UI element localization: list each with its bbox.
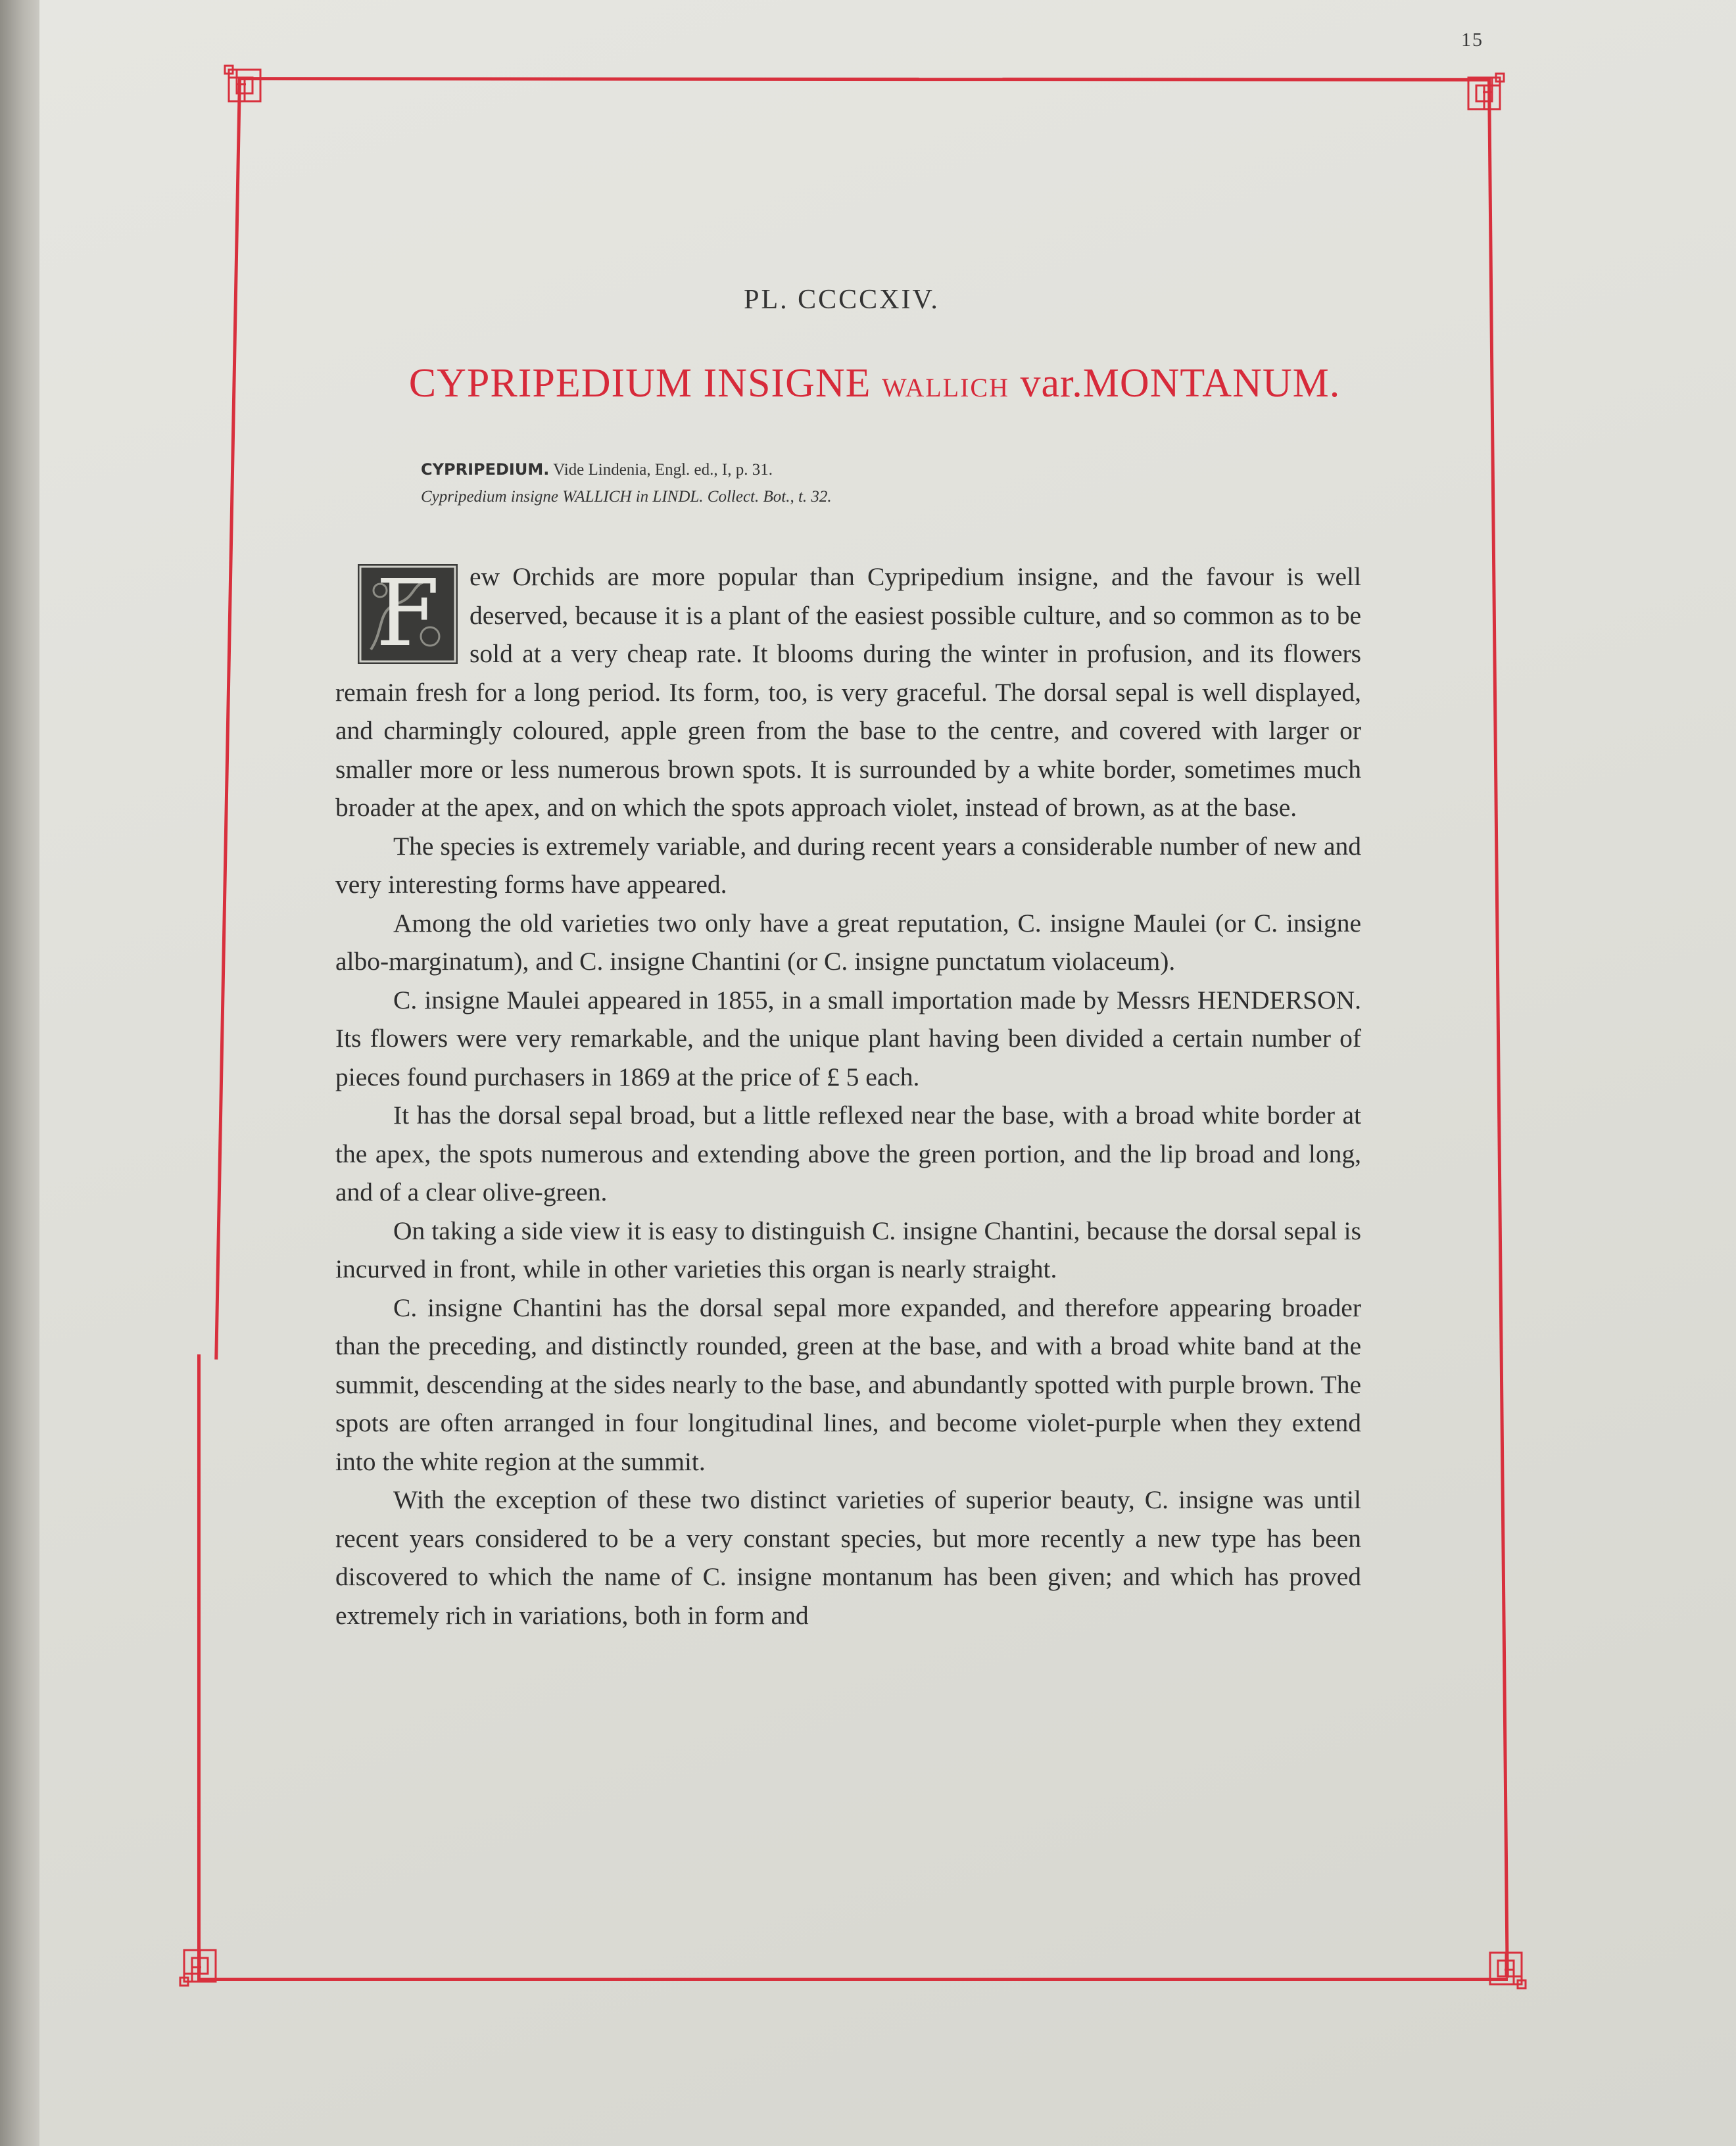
fret-knot-ornament-icon — [1485, 1947, 1527, 1990]
reference-line-2 — [421, 488, 832, 506]
page-number: 15 — [1461, 29, 1483, 51]
reference-lindley: Cypripedium insigne WALLICH in LINDL. Collect. Bot., t. 32. — [421, 488, 832, 506]
frame-bottom-rule — [197, 1978, 1508, 1981]
reference-lindenia: Vide Lindenia, Engl. ed., I, p. 31. — [553, 461, 773, 479]
fret-knot-ornament-icon — [1463, 72, 1505, 114]
paragraph-4: C. insigne Maulei appeared in 1855, in a small importation made by Messrs HENDERSON. Its flowers were very remarkable, and the unique plant having been divided a certain number of pieces found purchasers in 1869 at the price of £ 5 each. — [335, 985, 1361, 1091]
fret-knot-ornament-icon — [179, 1945, 221, 1987]
species-title — [368, 360, 1381, 407]
title-species: CYPRIPEDIUM INSIGNE — [408, 361, 871, 406]
paragraph-6: On taking a side view it is easy to distinguish C. insigne Chantini, because the dorsal sepal is incurved in front, while in other varieties this organ is nearly straight. — [335, 1216, 1361, 1283]
fret-knot-ornament-icon — [224, 64, 266, 107]
paragraph-2: The species is extremely variable, and during recent years a considerable number of new and very interesting forms have appeared. — [335, 831, 1361, 899]
frame-left-rule-lower — [197, 1354, 201, 1979]
title-author: WALLICH — [882, 373, 1009, 402]
paragraph-5: It has the dorsal sepal broad, but a little reflexed near the base, with a broad white border at the apex, the spots numerous and extending above the green portion, and the lip broad and long, and of a clear olive-green. — [335, 1101, 1361, 1206]
paragraph-7: C. insigne Chantini has the dorsal sepal more expanded, and therefore appearing broader than the preceding, and distinctly rounded, green at the base, and with a broad white band at the summit, descending at the sides nearly to the base, and abundantly spotted with purple brown. The spots are often arranged in four longitudinal lines, and become violet-purple when they extend into the white region at the summit. — [335, 1293, 1361, 1476]
article-body — [335, 558, 1361, 1634]
title-var-label: var. — [1020, 361, 1083, 406]
paragraph-3: Among the old varieties two only have a great reputation, C. insigne Maulei (or C. insigne albo-marginatum), and C. insigne Chantini (or C. insigne punctatum violaceum). — [335, 908, 1361, 976]
plate-number: PL. CCCCXIV. — [744, 285, 940, 315]
paragraph-1-text: ew Orchids are more popular than Cypripedium insigne, and the favour is well deserved, because it is a plant of the easiest possible culture, and so common as to be sold at a very cheap rate. It blooms during the winter in profusion, and its flowers remain fresh for a long period. Its form, too, is very graceful. The dorsal sepal is well displayed, and charmingly coloured, apple green from the base to the centre, and covered with larger or smaller more or less numerous brown spots. It is surrounded by a white border, sometimes much broader at the apex, and on which the spots approach violet, instead of brown, as at the base. — [335, 562, 1361, 822]
title-variety: MONTANUM. — [1082, 361, 1341, 406]
paragraph-1 — [335, 558, 1361, 827]
reference-genus: CYPRIPEDIUM. — [421, 460, 550, 479]
paragraph-8: With the exception of these two distinct varieties of superior beauty, C. insigne was until recent years considered to be a very constant species, but more recently a new type has been discovered to which the name of C. insigne montanum has been given; and which has proved extremely rich in variations, both in form and — [335, 1485, 1361, 1630]
reference-line-1 — [421, 460, 773, 479]
dropcap-letter: F — [375, 560, 440, 667]
ornamental-initial-icon — [358, 560, 458, 667]
